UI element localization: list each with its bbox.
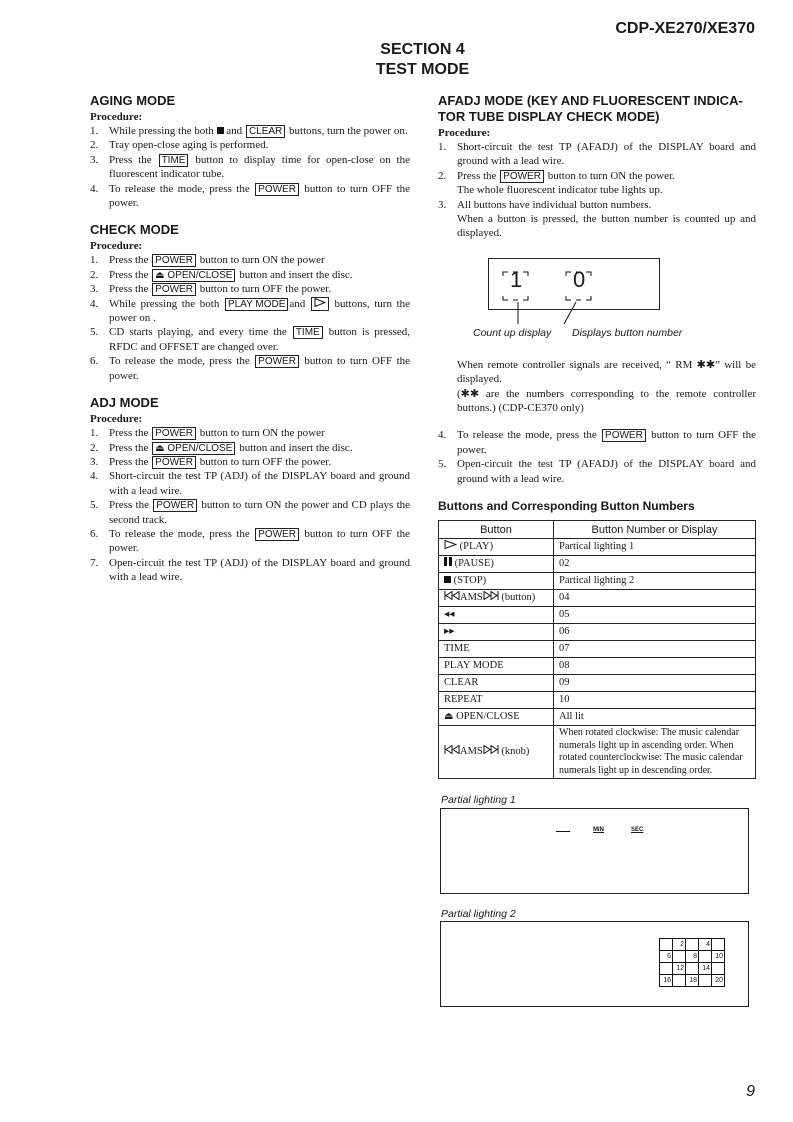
calendar-cell: 4 (699, 939, 712, 951)
procedure-label: Procedure: (90, 240, 143, 253)
table-row: (PAUSE) 02 (439, 556, 756, 573)
partial-lighting-2-panel (440, 921, 749, 1007)
table-title: Buttons and Corresponding Button Numbers (438, 499, 695, 514)
check-mode-heading: CHECK MODE (90, 222, 179, 238)
open-close-key: ⏏ OPEN/CLOSE (152, 442, 235, 455)
list-item: 1. Press the POWER button to turn ON the power (90, 427, 325, 440)
list-item: 2. Press the POWER button to turn ON the power. The whole fluorescent indicator tube lights up. (438, 169, 675, 197)
time-key: TIME (293, 326, 323, 339)
table-row: ▸▸ 06 (439, 624, 756, 641)
calendar-cell (699, 951, 712, 963)
dash-segment (556, 831, 570, 832)
list-item: 1. Press the POWER button to turn ON the power (90, 254, 325, 267)
power-key: POWER (152, 456, 196, 469)
power-key: POWER (152, 427, 196, 440)
calendar-cell (712, 939, 725, 951)
ams-forward-icon (483, 591, 499, 600)
table-row: CLEAR 09 (439, 675, 756, 692)
time-key: TIME (159, 154, 189, 167)
ams-back-icon (444, 591, 460, 600)
power-key: POWER (255, 528, 299, 541)
calendar-cell (673, 951, 686, 963)
pause-icon (444, 557, 452, 566)
list-item: 3. Press the TIME button to display time for open-close on the fluorescent indicator tube. (90, 153, 410, 181)
table-header-row (439, 521, 756, 539)
count-digit: 1 (510, 266, 523, 292)
power-key: POWER (153, 499, 197, 512)
play-key (311, 297, 329, 311)
power-key: POWER (152, 283, 196, 296)
section-number: SECTION 4 (380, 41, 465, 58)
sec-indicator: SEC (631, 827, 644, 833)
list-item: 4. Short-circuit the test TP (ADJ) of the DISPLAY board and ground with a lead wire. (90, 470, 410, 497)
afadj-steps-continued (438, 428, 756, 486)
list-item: 5. Open-circuit the test TP (AFADJ) of the DISPLAY board and ground with a lead wire. (438, 458, 756, 485)
header-number: Button Number or Display (554, 521, 756, 539)
list-item: 2. Press the ⏏ OPEN/CLOSE button and insert the disc. (90, 441, 353, 454)
stop-icon (444, 576, 451, 583)
check-steps (90, 253, 410, 383)
calendar-cell (660, 939, 673, 951)
aging-mode-heading: AGING MODE (90, 93, 176, 108)
afadj-mode-heading: AFADJ MODE (KEY AND FLUORESCENT INDICA- TOR TUBE DISPLAY CHECK MODE) (438, 93, 743, 124)
adj-steps (90, 426, 410, 584)
aging-steps (90, 124, 410, 210)
table-row: (PLAY) Partical lighting 1 (439, 539, 756, 556)
list-item: 6. To release the mode, press the POWER button to turn OFF the power. (90, 355, 411, 382)
left-column (90, 93, 410, 585)
table-row: AMS (button) 04 (439, 590, 756, 607)
list-item: 5. Press the POWER button to turn ON the power and CD plays the second track. (90, 499, 411, 526)
list-item: 2. Tray open-close aging is performed. (90, 139, 269, 152)
procedure-label: Procedure: (90, 413, 143, 426)
partial-lighting-1-caption: Partial lighting 1 (441, 794, 516, 806)
remote-note: When remote controller signals are received, “ RM ✱✱” will be displayed. (✱✱ are the numbers corresponding to the remote controller buttons.) (CDP-CE370 only) (457, 358, 756, 415)
eject-icon: ⏏ (155, 442, 165, 454)
power-key: POWER (152, 254, 196, 267)
button-number-caption: Displays button number (572, 326, 683, 339)
list-item: 3. Press the POWER button to turn OFF the power. (90, 283, 332, 296)
table-row: ⏏ OPEN/CLOSE All lit (439, 709, 756, 726)
calendar-cell: 10 (712, 951, 725, 963)
button-table (438, 520, 756, 779)
calendar-cell: 18 (686, 975, 699, 987)
list-item: 3. All buttons have individual button numbers. When a button is pressed, the button number is counted up and displayed. (438, 198, 756, 240)
right-column (438, 93, 756, 779)
table-row: PLAY MODE 08 (439, 658, 756, 675)
calendar-cell (699, 975, 712, 987)
model-number: CDP-XE270/XE370 (615, 20, 755, 37)
ams-forward-icon (483, 745, 499, 754)
ams-back-icon (444, 745, 460, 754)
list-item: 4. To release the mode, press the POWER button to turn OFF the power. (438, 429, 756, 456)
calendar-cell (686, 939, 699, 951)
power-key: POWER (255, 183, 299, 196)
header-button: Button (439, 521, 554, 539)
power-key: POWER (500, 170, 544, 183)
calendar-cell (660, 963, 673, 975)
list-item: 4. To release the mode, press the POWER button to turn OFF the power. (90, 182, 411, 210)
adj-mode-heading: ADJ MODE (90, 395, 159, 411)
calendar-cell: 20 (712, 975, 725, 987)
calendar-cell: 8 (686, 951, 699, 963)
page-number: 9 (746, 1083, 755, 1100)
section-heading (0, 40, 793, 80)
stop-icon (217, 127, 224, 134)
calendar-cell (712, 963, 725, 975)
procedure-label: Procedure: (90, 111, 143, 123)
display-diagram (438, 255, 756, 355)
play-mode-key: PLAY MODE (225, 298, 288, 311)
table-row: TIME 07 (439, 641, 756, 658)
button-number-digit: 0 (573, 266, 586, 292)
eject-icon: ⏏ (155, 269, 165, 281)
partial-lighting-1-panel (440, 808, 749, 894)
power-key: POWER (255, 355, 299, 368)
list-item: 5. CD starts playing, and every time the TIME button is pressed, RFDC and OFFSET are changed over. (90, 326, 411, 353)
open-close-key: ⏏ OPEN/CLOSE (152, 269, 235, 282)
eject-icon: ⏏ (444, 711, 454, 723)
calendar-cell: 14 (699, 963, 712, 975)
clear-key: CLEAR (246, 125, 285, 138)
procedure-label: Procedure: (438, 127, 491, 139)
calendar-cell: 2 (673, 939, 686, 951)
afadj-steps (438, 140, 756, 241)
table-row: AMS (knob) When rotated clockwise: The music calendar numerals light up in ascending order. When rotated counterclockwise: The music calendar numerals light up in descending order. (439, 726, 756, 779)
rewind-icon: ◂◂ (439, 607, 554, 624)
list-item: 3. Press the POWER button to turn OFF the power. (90, 455, 332, 468)
calendar-cell (673, 975, 686, 987)
list-item: 7. Open-circuit the test TP (ADJ) of the DISPLAY board and ground with a lead wire. (90, 556, 410, 584)
section-title: TEST MODE (375, 61, 470, 78)
list-item: 1. While pressing the both and CLEAR buttons, turn the power on. (90, 125, 408, 137)
play-icon (444, 540, 457, 549)
power-key: POWER (602, 429, 646, 442)
partial-lighting-2-caption: Partial lighting 2 (441, 908, 516, 920)
min-indicator: MIN (593, 827, 604, 833)
count-up-caption: Count up display (473, 326, 552, 339)
list-item: 4. While pressing the both PLAY MODE and buttons, turn the power on . (90, 297, 411, 325)
calendar-cell: 12 (673, 963, 686, 975)
music-calendar-grid (659, 938, 725, 987)
table-row: ◂◂ 05 (439, 607, 756, 624)
play-icon (314, 298, 326, 307)
calendar-cell: 16 (660, 975, 673, 987)
calendar-cell (686, 963, 699, 975)
calendar-cell: 6 (660, 951, 673, 963)
list-item: 6. To release the mode, press the POWER button to turn OFF the power. (90, 527, 411, 555)
fast-forward-icon: ▸▸ (439, 624, 554, 641)
list-item: 2. Press the ⏏ OPEN/CLOSE button and insert the disc. (90, 268, 353, 281)
list-item: 1. Short-circuit the test TP (AFADJ) of the DISPLAY board and ground with a lead wire. (438, 141, 756, 168)
table-row: REPEAT 10 (439, 692, 756, 709)
table-row: (STOP) Partical lighting 2 (439, 573, 756, 590)
